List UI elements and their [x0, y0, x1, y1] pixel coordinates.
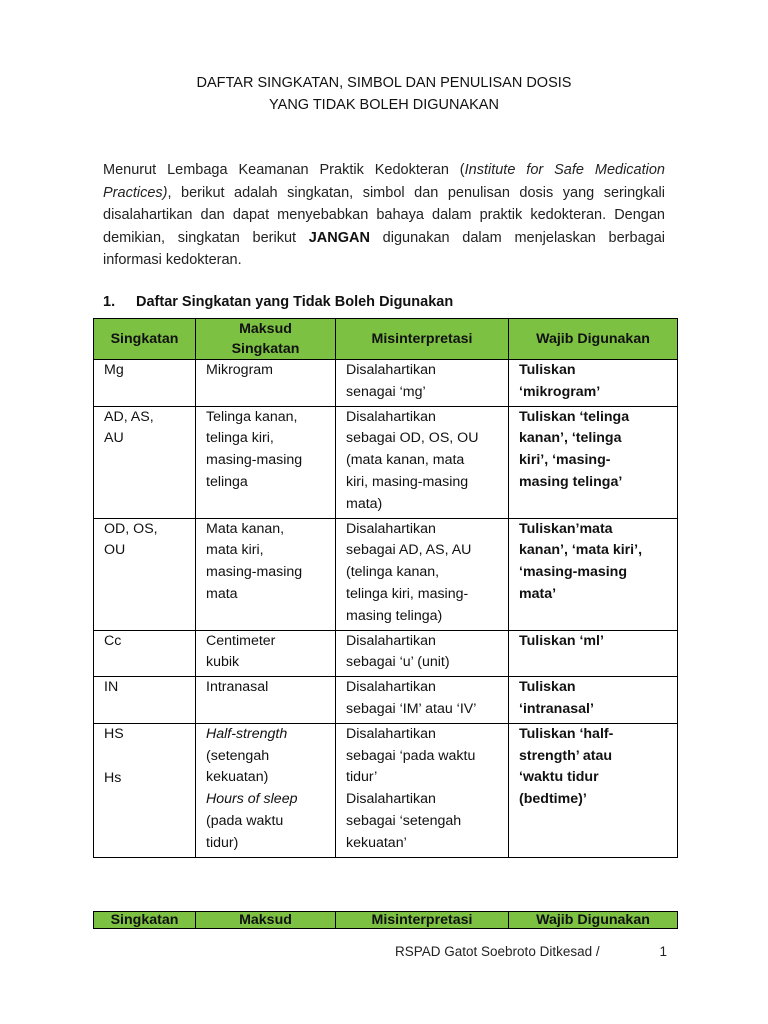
- cell-wajib: Tuliskan ‘telinga kanan’, ‘telinga kiri’, ‘masing- masing telinga’: [509, 406, 678, 518]
- intro-text-2: , berikut adalah singkatan, simbol dan penulisan dosis yang seringkali disalahartikan dan dapat menyebabkan bahaya dalam praktik kedokteran. Dengan demikian, singkatan berikut: [103, 184, 665, 246]
- cell-misinterpretasi: Disalahartikan sebagai ‘IM’ atau ‘IV’: [336, 677, 509, 724]
- table-row: [94, 518, 678, 630]
- hs-meaning-italic-2: Hours of sleep: [206, 791, 298, 808]
- table-row: [94, 677, 678, 724]
- cell-maksud: Mikrogram: [196, 360, 336, 407]
- hs-abbrev-2: Hs: [104, 769, 122, 786]
- cell-maksud: Intranasal: [196, 677, 336, 724]
- table-row: [94, 630, 678, 677]
- cell-singkatan: OD, OS, OU: [94, 518, 196, 630]
- cell-wajib: Tuliskan ‘ml’: [509, 630, 678, 677]
- table-row: [94, 723, 678, 857]
- header-misinterpretasi: Misinterpretasi: [336, 319, 509, 360]
- intro-italic: Institute for Safe Medication Practices): [103, 162, 665, 201]
- title-line-1: DAFTAR SINGKATAN, SIMBOL DAN PENULISAN DOSIS: [196, 75, 572, 91]
- section-number: 1.: [103, 294, 116, 310]
- footer-text: RSPAD Gatot Soebroto Ditkesad /: [395, 944, 600, 959]
- section-title: Daftar Singkatan yang Tidak Boleh Digunakan: [136, 294, 454, 310]
- header-wajib: Wajib Digunakan: [509, 912, 678, 929]
- hs-abbrev-1: HS: [104, 725, 124, 742]
- cell-singkatan: IN: [94, 677, 196, 724]
- table-row: [94, 360, 678, 407]
- header-maksud: Maksud Singkatan: [196, 319, 336, 360]
- page-number: 1: [659, 944, 667, 959]
- header-misinterpretasi: Misinterpretasi: [336, 912, 509, 929]
- cell-wajib: Tuliskan ‘half- strength’ atau ‘waktu tidur (bedtime)’: [509, 723, 678, 857]
- cell-misinterpretasi: [336, 723, 509, 857]
- header-maksud: Maksud: [196, 912, 336, 929]
- section-heading: [103, 294, 453, 310]
- title-line-2: YANG TIDAK BOLEH DIGUNAKAN: [269, 97, 499, 113]
- hs-misinterp-2: Disalahartikan sebagai ‘setengah kekuatan’: [346, 791, 462, 851]
- header-singkatan: Singkatan: [94, 319, 196, 360]
- intro-text-3: digunakan dalam menjelaskan berbagai informasi kedokteran.: [103, 229, 665, 269]
- cell-misinterpretasi: Disalahartikan senagai ‘mg’: [336, 360, 509, 407]
- cell-misinterpretasi: Disalahartikan sebagai ‘u’ (unit): [336, 630, 509, 677]
- table-header-row: [94, 319, 678, 360]
- cell-singkatan: Cc: [94, 630, 196, 677]
- intro-bold: JANGAN: [308, 229, 370, 246]
- intro-paragraph: [103, 159, 665, 272]
- cell-wajib: Tuliskan ‘mikrogram’: [509, 360, 678, 407]
- document-title: [0, 72, 768, 116]
- cell-maksud: Mata kanan, mata kiri, masing-masing mata: [196, 518, 336, 630]
- cell-maksud: Centimeter kubik: [196, 630, 336, 677]
- header-singkatan: Singkatan: [94, 912, 196, 929]
- cell-maksud: Telinga kanan, telinga kiri, masing-masing telinga: [196, 406, 336, 518]
- cell-singkatan: [94, 723, 196, 857]
- cell-singkatan: Mg: [94, 360, 196, 407]
- cell-wajib: Tuliskan’mata kanan’, ‘mata kiri’, ‘masing-masing mata’: [509, 518, 678, 630]
- abbreviation-table: [93, 318, 678, 858]
- cell-misinterpretasi: Disalahartikan sebagai AD, AS, AU (telinga kanan, telinga kiri, masing- masing telinga): [336, 518, 509, 630]
- header-wajib: Wajib Digunakan: [509, 319, 678, 360]
- cell-maksud: [196, 723, 336, 857]
- table-row: [94, 406, 678, 518]
- cell-wajib: Tuliskan ‘intranasal’: [509, 677, 678, 724]
- cell-misinterpretasi: Disalahartikan sebagai OD, OS, OU (mata kanan, mata kiri, masing-masing mata): [336, 406, 509, 518]
- cell-singkatan: AD, AS, AU: [94, 406, 196, 518]
- spacer: [104, 746, 195, 768]
- continuation-table-header: [93, 911, 678, 929]
- hs-misinterp-1: Disalahartikan sebagai ‘pada waktu tidur’: [346, 725, 476, 786]
- hs-meaning-plain-2: (pada waktu tidur): [206, 812, 284, 851]
- page-footer: [395, 944, 667, 959]
- hs-meaning-italic-1: Half-strength: [206, 725, 288, 742]
- hs-meaning-plain-1: (setengah kekuatan): [206, 747, 270, 786]
- table-header-row: [94, 912, 678, 929]
- intro-text-1: Menurut Lembaga Keamanan Praktik Kedokteran (: [103, 162, 465, 178]
